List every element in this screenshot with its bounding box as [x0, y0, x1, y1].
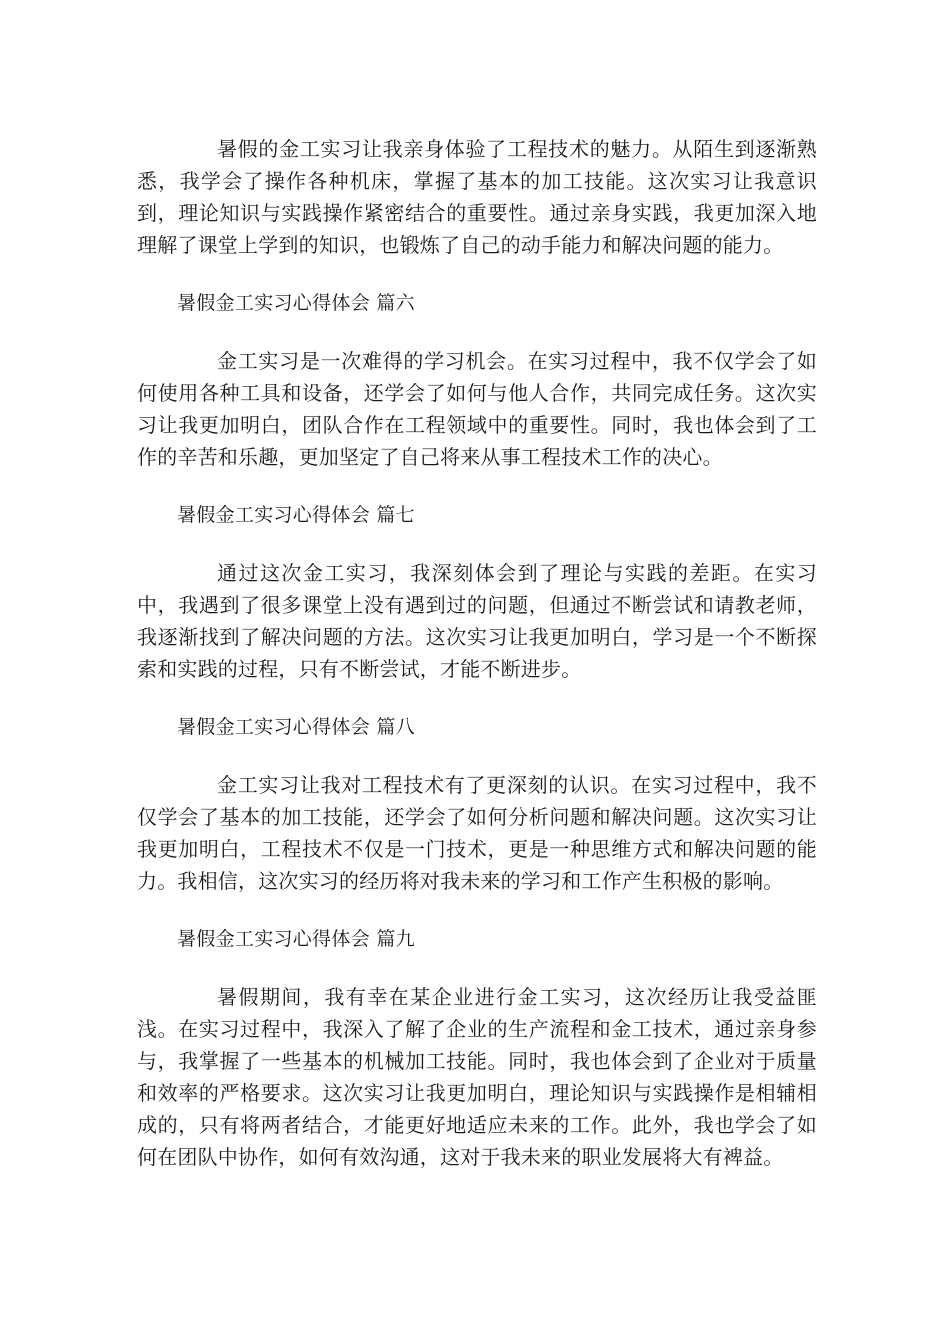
section-heading-8: 暑假金工实习心得体会 篇八 [177, 716, 415, 738]
spacer [137, 319, 817, 345]
document-body [137, 133, 817, 1173]
section-heading-7: 暑假金工实习心得体会 篇七 [177, 504, 415, 526]
paragraph-6: 金工实习是一次难得的学习机会。在实习过程中，我不仅学会了如何使用各种工具和设备，还学会了如何与他人合作，共同完成任务。这次实习让我更加明白，团队合作在工程领域中的重要性。同时，我也体会到了工作的辛苦和乐趣，更加坚定了自己将来从事工程技术工作的决心。 [137, 349, 817, 469]
paragraph-intro: 暑假的金工实习让我亲身体验了工程技术的魅力。从陌生到逐渐熟悉，我学会了操作各种机床，掌握了基本的加工技能。这次实习让我意识到，理论知识与实践操作紧密结合的重要性。通过亲身实践，我更加深入地理解了课堂上学到的知识，也锻炼了自己的动手能力和解决问题的能力。 [137, 137, 817, 257]
spacer [137, 473, 817, 499]
spacer [137, 531, 817, 557]
spacer [137, 743, 817, 769]
paragraph-8: 金工实习让我对工程技术有了更深刻的认识。在实习过程中，我不仅学会了基本的加工技能，还学会了如何分析问题和解决问题。这次实习让我更加明白，工程技术不仅是一门技术，更是一种思维方式和解决问题的能力。我相信，这次实习的经历将对我未来的学习和工作产生积极的影响。 [137, 773, 817, 893]
section-heading-9: 暑假金工实习心得体会 篇九 [177, 928, 415, 950]
paragraph-7: 通过这次金工实习，我深刻体会到了理论与实践的差距。在实习中，我遇到了很多课堂上没有遇到过的问题，但通过不断尝试和请教老师，我逐渐找到了解决问题的方法。这次实习让我更加明白，学习是一个不断探索和实践的过程，只有不断尝试，才能不断进步。 [137, 561, 817, 681]
spacer [137, 897, 817, 923]
section-heading-6: 暑假金工实习心得体会 篇六 [177, 292, 415, 314]
spacer [137, 261, 817, 287]
paragraph-9: 暑假期间，我有幸在某企业进行金工实习，这次经历让我受益匪浅。在实习过程中，我深入了解了企业的生产流程和金工技术，通过亲身参与，我掌握了一些基本的机械加工技能。同时，我也体会到了企业对于质量和效率的严格要求。这次实习让我更加明白，理论知识与实践操作是相辅相成的，只有将两者结合，才能更好地适应未来的工作。此外，我也学会了如何在团队中协作，如何有效沟通，这对于我未来的职业发展将大有裨益。 [137, 985, 817, 1169]
spacer [137, 955, 817, 981]
spacer [137, 685, 817, 711]
